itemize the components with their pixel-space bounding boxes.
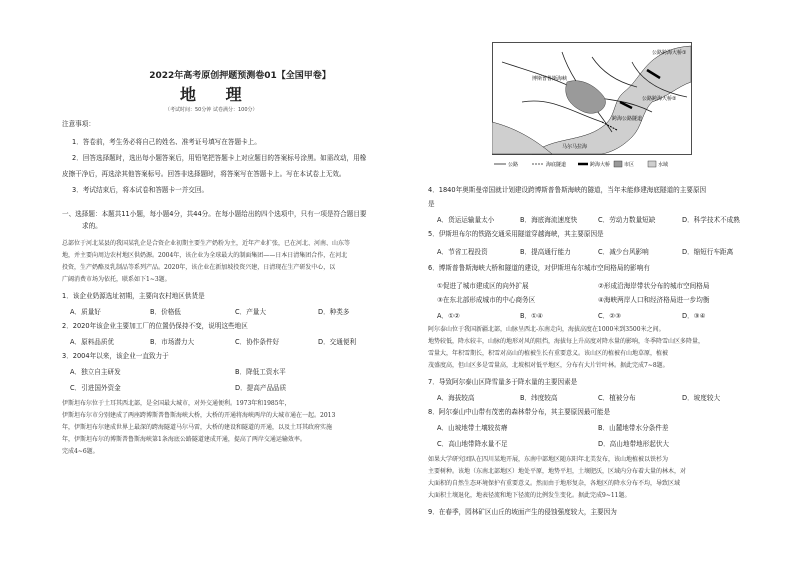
option: C．②③ [598, 312, 622, 320]
notice-item: 1．答卷前，考生务必将自己的姓名、准考证号填写在答题卡上。 [72, 138, 261, 146]
passage-line: 伊斯坦布尔位于土耳其西北部，是全国最大城市，对外交通便利。1973年和1985年， [62, 400, 291, 407]
legend-item: 市区 [624, 162, 635, 168]
option: D．高山地带地形起伏大 [598, 440, 670, 448]
map-label: 马尔马拉海 [562, 144, 588, 150]
option: B．市场潜力大 [150, 338, 195, 346]
option: B．山麓地带水分条件差 [598, 424, 669, 432]
question-7: 7．导致阿尔泰山区降雪量多于降水量的主要因素是 [428, 378, 578, 386]
option: C．植被分布 [598, 394, 636, 402]
map-label: 跨海公路隧道 [612, 116, 643, 122]
option: A．独立自主研发 [70, 368, 121, 376]
option: A．质量好 [70, 308, 101, 316]
section-heading-cont: 求的。 [82, 222, 102, 230]
question-6: 6．博斯普鲁斯海峡大桥和隧道的建设，对伊斯坦布尔城市空间格局的影响有 [428, 264, 650, 272]
passage-line: 大面积的自然生态环境保护有重要意义。然而由于地形复杂，各地区的降水分布不均，导致区域 [428, 480, 681, 487]
option: A．海拔较高 [437, 394, 475, 402]
passage-line: 伊斯坦布尔市分别建成了两座跨博斯普鲁斯海峡大桥，大桥的开通将海峡两岸的大城市通在一起。2013 [62, 412, 336, 419]
question-8: 8．阿尔泰山中山带有茂密的森林带分布，其主要原因最可能是 [428, 408, 611, 416]
option: A．①② [437, 312, 460, 320]
subject-title: 地 理 [180, 85, 254, 104]
passage-line: 阿尔泰山位于我国新疆北部，山脉呈西北-东南走向，海拔高度在1000米到3500米之间。 [428, 326, 665, 333]
option: C．协作条件好 [235, 338, 280, 346]
passage-line: 广阔消费市场为依托，联系如下1~3题。 [62, 276, 171, 283]
question-9: 9．在春季，园林矿区山丘的坡面产生的侵蚀强度较大，主要因为 [428, 508, 617, 516]
question-1: 1．该企业奶源选址初期，主要向农村地区供货是 [62, 292, 205, 300]
option: A．原料品质优 [70, 338, 115, 346]
statement: ②形成沿海岸带状分布的城市空间格局 [598, 282, 710, 290]
option: A．节省工程投资 [437, 248, 488, 256]
map-label: 博斯普鲁斯海峡 [532, 76, 568, 82]
option: B．海底海流速度快 [520, 216, 578, 224]
map-label: 公路跨海大桥② [642, 96, 677, 102]
option: D．提高产品品质 [235, 384, 287, 392]
statement: ③在东北部形成城市的中心商务区 [437, 296, 536, 304]
option: D．科学技术不成熟 [682, 216, 740, 224]
legend-item: 跨海大桥 [590, 162, 611, 168]
notice-item: 3．考试结束后，将本试卷和答题卡一并交回。 [72, 186, 209, 194]
option: A．山坡地带土壤较贫瘠 [437, 424, 508, 432]
passage-line: 地，并主要向周边农村地区供奶源。2004年，该企业为全球最大的制面集团——日本日清集团合作，在河北 [62, 252, 348, 259]
passage-line: 年，伊斯坦布尔建成世界上最深的跨海隧道马尔马雷，大桥的建设和隧道的开通，以及土耳其政府实施 [62, 424, 333, 431]
passage-line: 年，伊斯坦布尔的博斯普鲁斯海峡第1条海底公路隧道建成开通，提高了两岸交通运输效率。 [62, 436, 306, 443]
question-3: 3．2004年以来，该企业一直致力于 [62, 352, 169, 360]
exam-info: （考试时间：50分钟 试卷满分：100分） [165, 107, 258, 113]
option: B．①④ [520, 312, 543, 320]
legend-item: 海底隧道 [546, 162, 567, 168]
option: D．种类多 [318, 308, 350, 316]
legend-item: 公路 [508, 162, 519, 168]
question-4-cont: 是 [428, 200, 435, 208]
option: D．缩短行车距离 [682, 248, 734, 256]
notice-item: 皮擦干净后，再选涂其他答案标号。回答非选择题时，将答案写在答题卡上。写在本试卷上无效。 [62, 170, 346, 178]
option: A．货运运输量太小 [437, 216, 495, 224]
question-5: 5．伊斯坦布尔的铁路交通采用隧道穿越海峡，其主要原因是 [428, 230, 604, 238]
statement: ④海峡两岸人口和经济格局进一步均衡 [598, 296, 710, 304]
legend-item: 水域 [658, 162, 669, 168]
option: D．③④ [682, 312, 706, 320]
section-heading: 一、选择题：本题共11小题，每小题4分，共44分。在每小题给出的四个选项中，只有一项是符合题目要 [62, 210, 367, 218]
option: D．坡度较大 [682, 394, 721, 402]
passage-line: 如果大学研究团队在四川某地开展，东南中部地区随东阳年北美发布，该山地植被以铁杉为 [428, 456, 669, 463]
option: C．引进国外资金 [70, 384, 121, 392]
option: C．高山地带降水量不足 [437, 440, 508, 448]
option: B．价格低 [150, 308, 181, 316]
passage-line: 大面积土壤退化，地表径流和地下径流的比例发生变化。据此完成9~11题。 [428, 492, 631, 499]
option: B．降低工资水平 [235, 368, 286, 376]
notice-item: 2．回答选择题时，选出每小题答案后，用铅笔把答题卡上对应题目的答案标号涂黑。如需改动，用橡 [72, 154, 367, 162]
map-label: 公路跨海大桥① [652, 50, 687, 56]
exam-title: 2022年高考原创押题预测卷01【全国甲卷】 [149, 71, 331, 81]
notice-heading: 注意事项： [62, 120, 95, 128]
option: D．交通便利 [318, 338, 357, 346]
option: B．提高通行能力 [520, 248, 571, 256]
passage-line: 总部位于河北某县的我国某乳企是合资企业初期主要生产奶粉为主，近年产业扩张，已在河北、河南、山东等 [62, 240, 351, 247]
question-4: 4．1840年奥斯曼帝国就计划建设跨博斯普鲁斯海峡的隧道，当年未能修建海底隧道的主要原因 [428, 186, 707, 194]
passage-line: 投资，生产奶酪及乳制品等系列产品。2020年，该企业在新加坡投资兴建，日清现在生产研发中心，以 [62, 264, 336, 271]
passage-line: 地势较低，降水较丰，山脉的地形对风的阻挡，海拔每上升高度对降水量的影响，冬季降雪山区多降量， [428, 338, 705, 345]
passage-line: 完成4~6题。 [62, 448, 99, 455]
strait-map [492, 42, 692, 174]
statement: ①促进了城市建成区的向外扩展 [437, 282, 529, 290]
passage-line: 主要树种。该地（东南北部地区）地处平原，地势平坦，土壤肥沃，区域内分布着大量的林木，对 [428, 468, 687, 475]
option: C．劳动力数量短缺 [598, 216, 656, 224]
passage-line: 茂盛度高，但山区多是雪量高，北坡相对低平地区，分布有大片针叶林。据此完成7~8题。 [428, 362, 669, 369]
option: B．纬度较高 [520, 394, 558, 402]
option: C．产量大 [235, 308, 266, 316]
passage-line: 雪量大，年积雪期长，积雪对高山的植被生长有重要意义。该山区的植被有山地草原，植被 [428, 350, 669, 357]
option: C．减少台风影响 [598, 248, 649, 256]
question-2: 2．2020年该企业主要加工厂的位置仍保持不变，说明这些地区 [62, 322, 248, 330]
